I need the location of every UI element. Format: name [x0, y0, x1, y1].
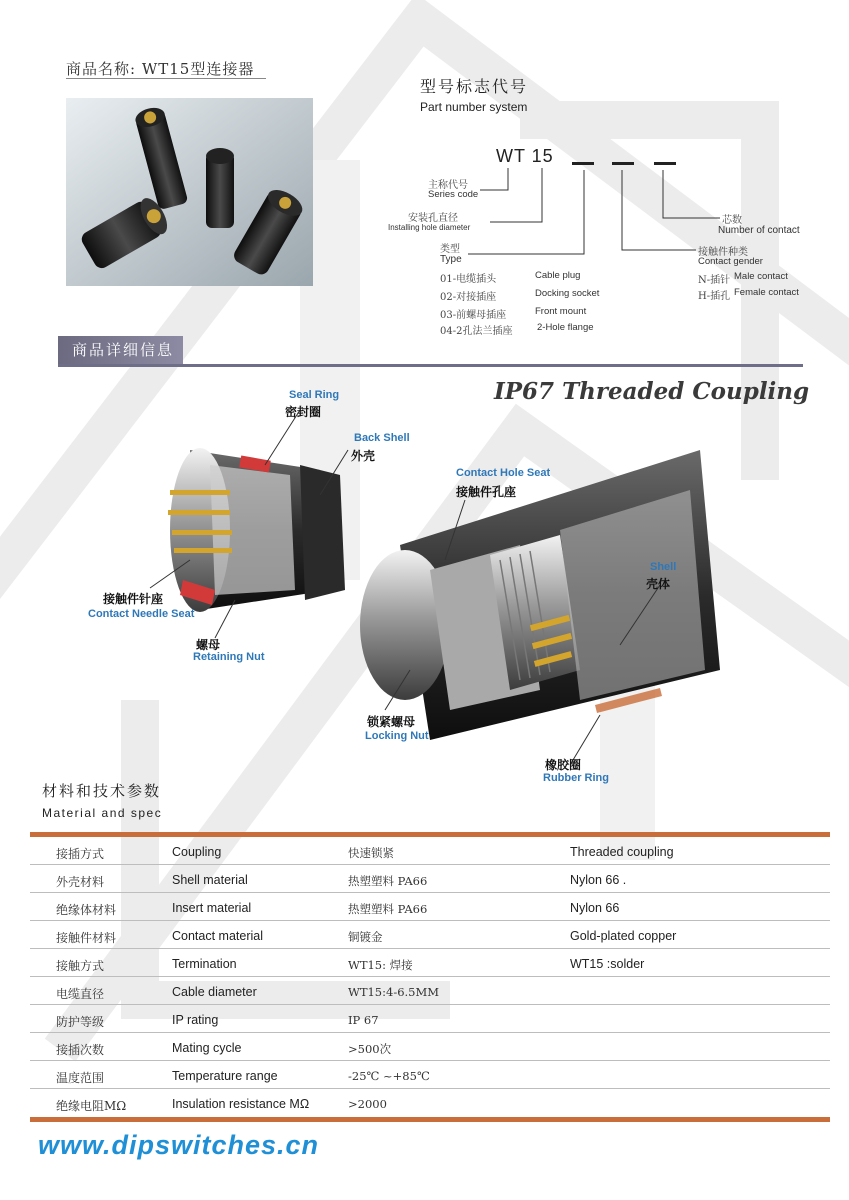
spec-en: Cable diameter	[172, 985, 257, 999]
material-title-cn: 材料和技术参数	[42, 783, 162, 800]
type-1-en: Cable plug	[535, 270, 581, 281]
hole-diameter-cn: 安装孔直径	[408, 213, 458, 224]
spec-en: Temperature range	[172, 1069, 278, 1083]
spec-table-bottom-rule	[30, 1117, 830, 1122]
spec-cn: 电缆直径	[56, 987, 105, 1001]
spec-en: Mating cycle	[172, 1041, 242, 1055]
material-title-en: Material and spec	[42, 806, 163, 820]
rubber-ring-label-cn: 橡胶圈	[545, 758, 582, 772]
part-number-code: WT 15	[496, 146, 554, 166]
hole-diameter-en: Installing hole diameter	[388, 223, 471, 232]
connector-exploded-diagram	[0, 370, 849, 790]
series-code-cn: 主称代号	[428, 180, 468, 191]
retaining-nut-label-en: Retaining Nut	[193, 651, 265, 663]
spec-value-cn: 热塑塑料 PA66	[348, 874, 428, 888]
spec-en: Insulation resistance MΩ	[172, 1097, 310, 1111]
shell-label-en: Shell	[650, 561, 677, 573]
spec-value-en: Threaded coupling	[570, 845, 674, 859]
spec-value-cn: 铜镀金	[348, 930, 383, 944]
spec-value-cn: 热塑塑料 PA66	[348, 902, 428, 916]
spec-value-en: Nylon 66	[570, 901, 620, 915]
spec-row-insulation-resistance	[30, 1089, 830, 1117]
male-contact-en: Male contact	[734, 271, 788, 282]
series-code-en: Series code	[428, 189, 479, 200]
spec-value-en: Nylon 66 .	[570, 873, 627, 887]
back-shell-label-cn: 外壳	[351, 449, 376, 463]
spec-row-contact-material	[30, 921, 830, 949]
spec-value-en: WT15 :solder	[570, 957, 645, 971]
product-name: 商品名称: WT15型连接器	[66, 60, 255, 78]
type-4-en: 2-Hole flange	[537, 322, 594, 333]
spec-row-mating-cycle	[30, 1033, 830, 1061]
spec-value-cn: >2000	[348, 1097, 387, 1111]
type-2-cn: 02-对接插座	[440, 292, 497, 303]
part-number-title-cn: 型号标志代号	[420, 79, 529, 96]
ip67-title: IP67 Threaded Coupling	[494, 378, 810, 405]
spec-value-en: Gold-plated copper	[570, 929, 677, 943]
spec-cn: 外壳材料	[56, 875, 105, 889]
male-contact-cn: N-插针	[698, 275, 731, 286]
type-1-cn: 01-电缆插头	[440, 274, 497, 285]
spec-row-coupling	[30, 837, 830, 865]
spec-row-ip-rating	[30, 1005, 830, 1033]
back-shell-label-en: Back Shell	[354, 432, 410, 444]
rubber-ring-label-en: Rubber Ring	[543, 772, 609, 784]
seal-ring-label-en: Seal Ring	[289, 389, 340, 401]
detail-section-line	[58, 364, 803, 367]
website-link[interactable]: www.dipswitches.cn	[38, 1130, 320, 1160]
retaining-nut-label-cn: 螺母	[196, 638, 221, 652]
spec-cn: 温度范围	[56, 1071, 105, 1085]
spec-cn: 绝缘体材料	[56, 903, 117, 917]
spec-value-cn: WT15:4-6.5MM	[348, 985, 440, 999]
spec-value-cn: 快速锁紧	[348, 846, 394, 860]
detail-section-bar: 商品详细信息	[58, 336, 183, 366]
spec-cn: 接插方式	[56, 847, 105, 861]
type-3-en: Front mount	[535, 306, 587, 317]
spec-cn: 防护等级	[56, 1015, 105, 1029]
type-4-cn: 04-2孔法兰插座	[440, 326, 513, 337]
contact-number-cn: 芯数	[722, 215, 742, 226]
part-number-title-en: Part number system	[420, 100, 528, 114]
spec-value-cn: IP 67	[348, 1013, 379, 1027]
spec-en: Shell material	[172, 873, 248, 887]
spec-cn: 接插次数	[56, 1043, 105, 1057]
spec-value-cn: -25℃ ~+85℃	[348, 1069, 430, 1083]
locking-nut-label-en: Locking Nut	[365, 730, 429, 742]
spec-en: Contact material	[172, 929, 264, 943]
spec-en: IP rating	[172, 1013, 219, 1027]
type-3-cn: 03-前螺母插座	[440, 310, 507, 321]
type-cn: 类型	[440, 244, 460, 255]
type-en: Type	[440, 254, 462, 265]
contact-gender-cn: 接触件种类	[698, 247, 748, 258]
spec-en: Termination	[172, 957, 237, 971]
contact-gender-en: Contact gender	[698, 256, 763, 267]
female-contact-en: Female contact	[734, 287, 799, 298]
spec-cn: 绝缘电阻MΩ	[56, 1099, 127, 1113]
spec-en: Insert material	[172, 901, 252, 915]
spec-row-shell-material	[30, 865, 830, 893]
seal-ring-label-cn: 密封圈	[285, 405, 322, 419]
spec-value-cn: WT15: 焊接	[348, 958, 413, 972]
spec-row-termination	[30, 949, 830, 977]
spec-value-cn: >500次	[348, 1042, 392, 1056]
contact-number-en: Number of contact	[718, 225, 800, 236]
shell-label-cn: 壳体	[646, 577, 671, 591]
locking-nut-label-cn: 锁紧螺母	[367, 715, 416, 729]
spec-en: Coupling	[172, 845, 222, 859]
spec-row-temperature-range	[30, 1061, 830, 1089]
type-2-en: Docking socket	[535, 288, 600, 299]
contact-needle-seat-label-cn: 接触件针座	[103, 592, 164, 606]
spec-row-insert-material	[30, 893, 830, 921]
spec-row-cable-diameter	[30, 977, 830, 1005]
contact-needle-seat-label-en: Contact Needle Seat	[88, 608, 195, 620]
spec-cn: 接触件材料	[56, 931, 117, 945]
female-contact-cn: H-插孔	[698, 291, 731, 302]
contact-hole-seat-label-en: Contact Hole Seat	[456, 467, 551, 479]
contact-hole-seat-label-cn: 接触件孔座	[456, 485, 517, 499]
spec-cn: 接触方式	[56, 959, 105, 973]
